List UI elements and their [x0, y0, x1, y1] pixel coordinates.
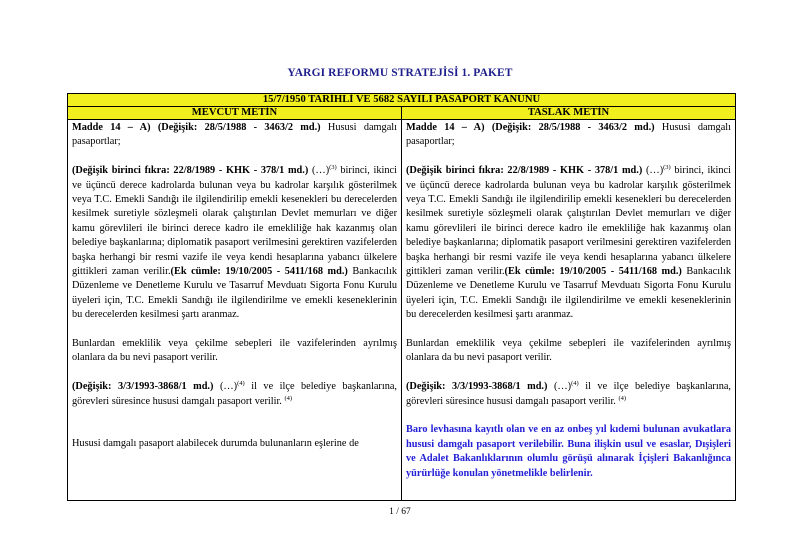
column-header-draft: TASLAK METİN — [402, 107, 736, 120]
page-number: 1 / 67 — [389, 507, 411, 517]
article-heading: Madde 14 – A) (Değişik: 28/5/1988 - 3463/2 md.) Hususi damgalı pasaportlar; — [72, 122, 397, 148]
article-heading: Madde 14 – A) (Değişik: 28/5/1988 - 3463/2 md.) Hususi damgalı pasaportlar; — [406, 122, 731, 148]
draft-text-cell — [402, 120, 736, 501]
paragraph-2: Bunlardan emeklilik veya çekilme sebepleri ile vazifelerinden ayrılmış olanlara da bu nevi pasaport verilir. — [72, 338, 397, 364]
paragraph-3: (Değişik: 3/3/1993-3868/1 md.) (…)$^{(4)}$ il ve ilçe belediye başkanlarına, görevleri süresince hususi damgalı pasaport verilir. $^{(4)}$ — [406, 380, 731, 407]
column-header-current: MEVCUT METİN — [68, 107, 402, 120]
paragraph-4: Hususi damgalı pasaport alabilecek durumda bulunanların eşlerine de — [72, 438, 359, 450]
comparison-table — [67, 93, 736, 501]
paragraph-1: (Değişik birinci fıkra: 22/8/1989 - KHK - 378/1 md.) (…)$^{(3)}$ birinci, ikinci ve üçüncü derece kadrolarda bulunan veya bu kadrolar karşılık gösterilmek veya T.C. Emekli Sandığı ile ilgilendirilip emekli kesenekleri bu derecelerden kesilmek suretiyle sözleşmeli olarak çalıştırılan Devlet memurları ve diğer kamu görevlileri ile birinci derece kadro ile emekliliğe hak kazanmış olan belediye başkanlarına; diplomatik pasaport verilmesini gerektiren vazifelerden başka herhangi bir resmi vazife ile veya kendi hesaplarına yabancı ülkelere gittikleri zaman verilir.(Ek cümle: 19/10/2005 - 5411/168 md.) Bankacılık Düzenleme ve Denetleme Kurulu ve Tasarruf Mevduatı Sigorta Fonu Kurulu üyeleri için, T.C. Emekli Sandığı ile ilgilendirilme ve emekli keseneklerinin bu derecelerden kesilmesi şartı aranmaz. — [406, 164, 731, 321]
law-header: 15/7/1950 TARİHLİ VE 5682 SAYILI PASAPORT KANUNU — [68, 94, 736, 107]
paragraph-3: (Değişik: 3/3/1993-3868/1 md.) (…)$^{(4)}$ il ve ilçe belediye başkanlarına, görevleri süresince hususi damgalı pasaport verilir. $^{(4)}$ — [72, 380, 397, 407]
paragraph-2: Bunlardan emeklilik veya çekilme sebepleri ile vazifelerinden ayrılmış olanlara da bu nevi pasaport verilir. — [406, 338, 731, 364]
current-text-cell — [68, 120, 402, 501]
page-title: YARGI REFORMU STRATEJİSİ 1. PAKET — [287, 67, 513, 79]
paragraph-1: (Değişik birinci fıkra: 22/8/1989 - KHK - 378/1 md.) (…)$^{(3)}$ birinci, ikinci ve üçüncü derece kadrolarda bulunan veya bu kadrolar karşılık gösterilmek veya T.C. Emekli Sandığı ile ilgilendirilip emekli kesenekleri bu derecelerden kesilmek suretiyle sözleşmeli olarak çalıştırılan Devlet memurları ve diğer kamu görevlileri ile birinci derece kadro ile emekliliğe hak kazanmış olan belediye başkanlarına; diplomatik pasaport verilmesini gerektiren vazifelerden başka herhangi bir resmi vazife ile veya kendi hesaplarına yabancı ülkelere gittikleri zaman verilir.(Ek cümle: 19/10/2005 - 5411/168 md.) Bankacılık Düzenleme ve Denetleme Kurulu ve Tasarruf Mevduatı Sigorta Fonu Kurulu üyeleri için, T.C. Emekli Sandığı ile ilgilendirilme ve emekli keseneklerinin bu derecelerden kesilmesi şartı aranmaz. — [72, 164, 397, 321]
added-paragraph: Baro levhasına kayıtlı olan ve en az onbeş yıl kıdemi bulunan avukatlara hususi damgalı pasaport verilebilir. Buna ilişkin usul ve esaslar, Dışişleri ve Adalet Bakanlıklarının olumlu görüşü alınarak İçişleri Bakanlığınca yürürlüğe konulan yönetmelikle belirlenir. — [406, 424, 731, 479]
